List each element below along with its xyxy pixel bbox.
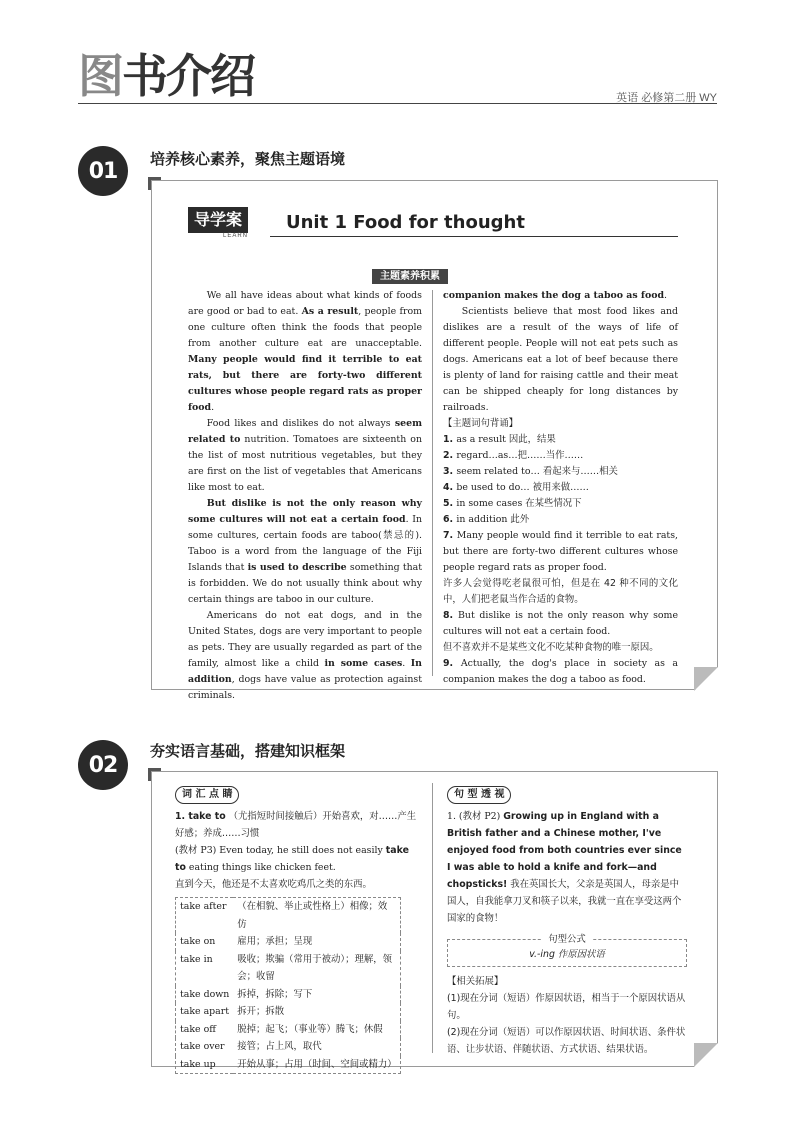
theme-pill-wrap (372, 264, 448, 284)
phrase-cn: 拆开；拆散 (237, 1006, 285, 1017)
recite-item: 8. But dislike is not the only reason why some cultures will not eat a certain food. (443, 610, 678, 637)
recite-item: 4. be used to do… 被用来做…… (443, 482, 589, 493)
phrase-en: take apart (180, 1006, 229, 1017)
header-divider (78, 103, 717, 104)
page-fold (694, 667, 718, 691)
passage-paragraph: Americans do not eat dogs, and in the United States, dogs are very important to people as pets. They are usually regarded as part of the family, almost like a child in some cases. In addition, dogs have value as protection against criminals. (188, 610, 422, 701)
passage-continued (443, 288, 678, 416)
recite-item: 5. in some cases 在某些情况下 (443, 498, 582, 509)
vocab-example: (教材 P3) Even today, he still does not easily (175, 845, 386, 856)
recite-item: 2. regard…as…把……当作…… (443, 450, 584, 461)
sentence-en: Growing up in England with a British father and a Chinese mother, I've enjoyed food from both countries ever since I was able to hold a knife and fork—and chopsticks! (447, 811, 682, 890)
section-badge-01: 01 (78, 146, 128, 196)
passage-paragraph: Food likes and dislikes do not always seem related to nutrition. Tomatoes are sixteenth on the list of most nutritious vegetables, but they are first on the list of vegetables that Americans like most to eat. (188, 418, 422, 493)
header-subtitle: 英语 必修第二册 WY (616, 92, 717, 104)
section2-title: 夯实语言基础，搭建知识框架 (150, 742, 346, 760)
book-intro-logo (78, 49, 254, 103)
vocab-meaning: （尤指短时间接触后）开始喜欢，对……产生好感；养成……习惯 (175, 811, 417, 839)
vocab-example-end: eating things like chicken feet. (185, 862, 336, 873)
vocab-example-key: take to (175, 845, 409, 873)
formula-text: v.-ing 作原因状语 (529, 949, 605, 960)
phrase-row (176, 1003, 401, 1021)
passage-right-column (443, 288, 678, 688)
phrase-en: take down (180, 988, 230, 1000)
passage-paragraph: companion makes the dog a taboo as food. (443, 290, 667, 301)
sentence-column (447, 786, 687, 1058)
vocab-tag: 词 汇 点 睛 (175, 786, 239, 804)
phrase-en: take in (180, 953, 213, 965)
vocab-column (175, 786, 419, 1074)
learn-tag-sub: LEARN (223, 233, 249, 239)
phrase-cn: 接管；占上风，取代 (237, 1041, 322, 1052)
page-fold (694, 1043, 718, 1067)
formula-label: 句型公式 (542, 934, 592, 945)
passage-paragraph: We all have ideas about what kinds of foods are good or bad to eat. As a result, people from one culture often think the foods that people from another culture eat are unacceptable. Many people would find it terrible to eat rats, but there are forty-two different cultures whose people regard rats as proper food. (188, 290, 422, 413)
extension-item: (2)现在分词（短语）可以作原因状语、时间状语、条件状语、让步状语、伴随状语、方式状语、结果状语。 (447, 1027, 686, 1055)
theme-pill: 主题素养积累 (372, 269, 448, 284)
recite-item-cn: 但不喜欢并不是某些文化不吃某种食物的唯一原因。 (443, 642, 659, 653)
vocab-headword: 1. take to (175, 811, 226, 822)
column-divider (432, 290, 433, 676)
recite-list (443, 432, 678, 688)
phrase-row (176, 1038, 401, 1056)
phrase-row (176, 933, 401, 951)
recite-item: 9. Actually, the dog's place in society as a companion makes the dog a taboo as food. (443, 658, 679, 685)
logo-char: 图 (78, 49, 122, 103)
extension-item: (1)现在分词（短语）作原因状语，相当于一个原因状语从句。 (447, 993, 686, 1021)
recite-title: 【主题词句背诵】 (443, 418, 519, 429)
recite-item-cn: 许多人会觉得吃老鼠很可怕，但是在 42 种不同的文化中，人们把老鼠当作合适的食物。 (443, 578, 678, 605)
learn-tag (188, 207, 248, 239)
corner-mark (148, 177, 161, 190)
phrase-en: take up (180, 1058, 216, 1070)
corner-mark (148, 768, 161, 781)
sentence-num: 1. (教材 P2) (447, 811, 504, 822)
passage-paragraph: Scientists believe that most food likes and dislikes are a result of the ways of life of different people. People will not eat pets such as dogs. Americans eat a lot of beef because there is plenty of land for raising cattle and their meat can be shipped cheaply for long distances by railroads. (443, 306, 678, 413)
sentence-tag: 句 型 透 视 (447, 786, 511, 804)
section-badge-02: 02 (78, 740, 128, 790)
phrase-en: take on (180, 936, 216, 947)
phrase-cn: 开始从事；占用（时间、空间或精力） (237, 1058, 397, 1070)
phrase-en: take off (180, 1023, 216, 1035)
formula-box (447, 934, 687, 967)
recite-item: 7. Many people would find it terrible to eat rats, but there are forty-two different cultures whose people regard rats as proper food. (443, 530, 678, 573)
phrase-cn: （在相貌、举止或性格上）相像；效仿 (237, 901, 388, 930)
recite-item: 6. in addition 此外 (443, 514, 530, 525)
phrase-en: take after (180, 901, 227, 912)
phrase-row (176, 1021, 401, 1039)
logo-text: 书介绍 (122, 49, 254, 103)
vocab-example-cn: 直到今天，他还是不太喜欢吃鸡爪之类的东西。 (175, 879, 372, 890)
phrase-cn: 吸收；欺骗（常用于被动）；理解，领会；收留 (237, 953, 392, 982)
phrase-row (176, 986, 401, 1004)
unit-title: Unit 1 Food for thought (286, 212, 525, 233)
phrase-cn: 雇用；承担；呈现 (237, 936, 313, 947)
section2-divider (432, 783, 433, 1053)
phrase-row (176, 1056, 401, 1074)
sentence-cn: 我在英国长大，父亲是英国人，母亲是中国人，自我能拿刀叉和筷子以来，我就一直在享受这两个国家的食物！ (447, 879, 682, 924)
phrase-table (175, 897, 401, 1074)
extension-title: 【相关拓展】 (447, 976, 504, 987)
passage-left-column (188, 288, 422, 704)
recite-item: 1. as a result 因此，结果 (443, 434, 556, 445)
section1-title: 培养核心素养，聚焦主题语境 (150, 150, 346, 168)
phrase-row (176, 898, 401, 934)
phrase-en: take over (180, 1041, 225, 1052)
phrase-cn: 拆掉，拆除；写下 (237, 988, 313, 1000)
phrase-cn: 脱掉；起飞；（事业等）腾飞；休假 (237, 1023, 383, 1035)
learn-tag-text: 导学案 (188, 207, 248, 233)
phrase-row (176, 951, 401, 986)
recite-item: 3. seem related to… 看起来与……相关 (443, 466, 618, 477)
unit-underline (270, 236, 678, 237)
extension-list (447, 990, 687, 1058)
passage-paragraph: But dislike is not the only reason why some cultures will not eat a certain food. In some cultures, certain foods are taboo(禁忌的). Taboo is a word from the language of the Fiji Islands that is used to describe something that is forbidden. We do not usually think about why certain things are taboo in our culture. (188, 498, 423, 605)
